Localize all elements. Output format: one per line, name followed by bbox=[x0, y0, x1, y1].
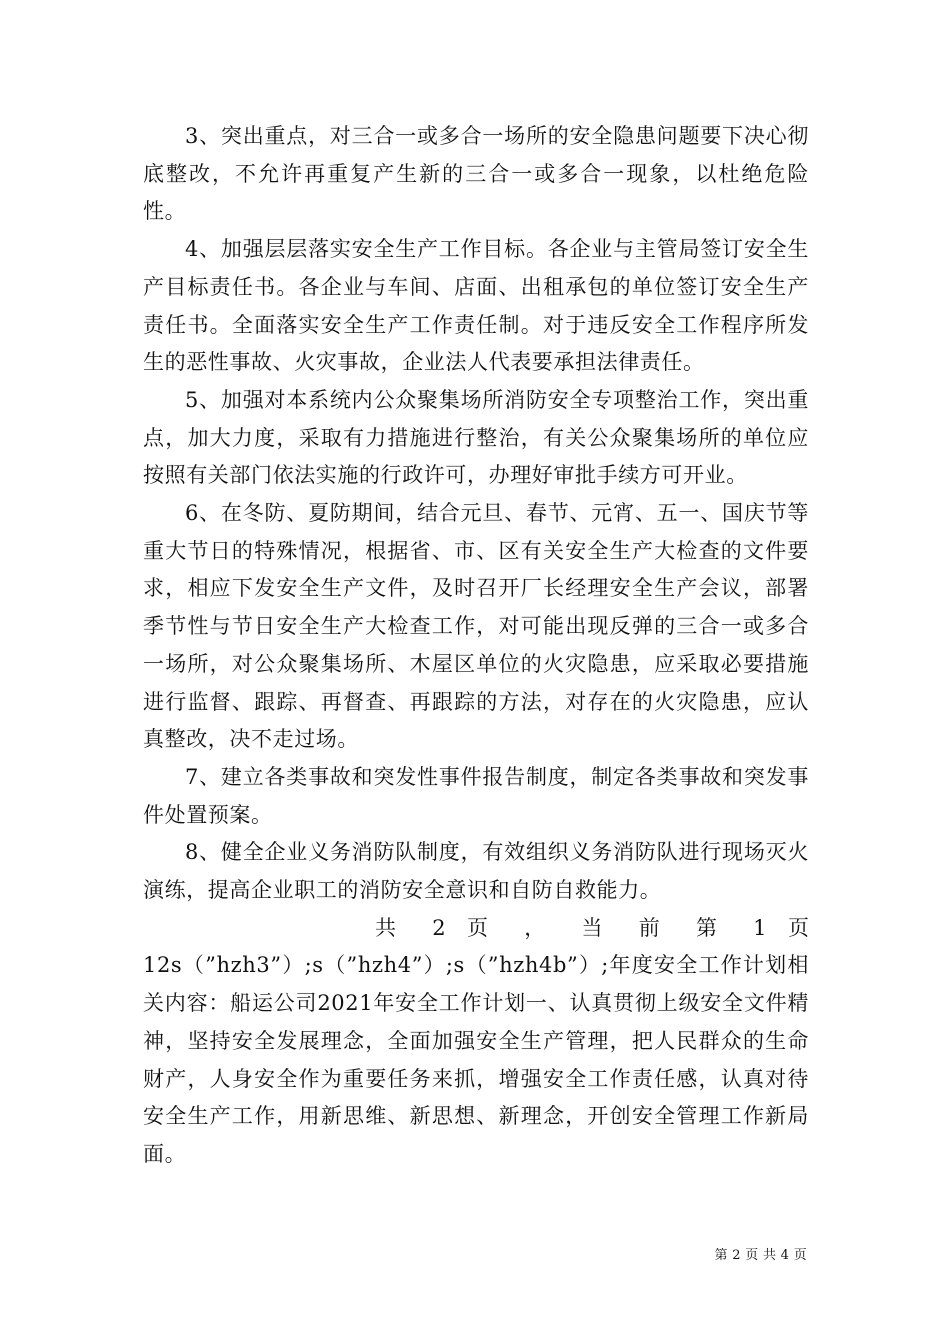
trailing-paragraph: 12s（”hzh3”）;s（”hzh4”）;s（”hzh4b”）;年度安全工作计划相关内容：船运公司2021年安全工作计划一、认真贯彻上级安全文件精神，坚持安全发展理念，全面加强安全生产管理，把人民群众的生命财产，人身安全作为重要任务来抓，增强安全工作责任感，认真对待安全生产工作，用新思维、新思想、新理念，开创安全管理工作新局面。 bbox=[143, 953, 809, 1166]
paragraph-item-5: 5、加强对本系统内公众聚集场所消防安全专项整治工作，突出重点，加大力度，采取有力措施进行整治，有关公众聚集场所的单位应按照有关部门依法实施的行政许可，办理好审批手续方可开业。 bbox=[143, 387, 809, 488]
document-body bbox=[143, 118, 809, 1174]
paragraph-item-4: 4、加强层层落实安全生产工作目标。各企业与主管局签订安全生产目标责任书。各企业与车间、店面、出租承包的单位签订安全生产责任书。全面落实安全生产工作责任制。对于违反安全工作程序所发生的恶性事故、火灾事故，企业法人代表要承担法律责任。 bbox=[143, 237, 809, 375]
page-marker: 共 2 页 ， 当 前 第 1 页 bbox=[375, 915, 809, 940]
paragraph-item-7: 7、建立各类事故和突发性事件报告制度，制定各类事故和突发事件处置预案。 bbox=[143, 764, 809, 827]
paragraph-item-3: 3、突出重点，对三合一或多合一场所的安全隐患问题要下决心彻底整改，不允许再重复产生新的三合一或多合一现象，以杜绝危险性。 bbox=[143, 124, 809, 224]
paragraph-item-8: 8、健全企业义务消防队制度，有效组织义务消防队进行现场灭火演练，提高企业职工的消防安全意识和自防自救能力。 bbox=[143, 840, 809, 903]
paragraph-item-6: 6、在冬防、夏防期间，结合元旦、春节、元宵、五一、国庆节等重大节日的特殊情况，根据省、市、区有关安全生产大检查的文件要求，相应下发安全生产文件，及时召开厂长经理安全生产会议，部署季节性与节日安全生产大检查工作，对可能出现反弹的三合一或多合一场所，对公众聚集场所、木屋区单位的火灾隐患，应采取必要措施进行监督、跟踪、再督查、再跟踪的方法，对存在的火灾隐患，应认真整改，决不走过场。 bbox=[143, 501, 809, 752]
page-footer: 第 2 页 共 4 页 bbox=[714, 1248, 807, 1263]
